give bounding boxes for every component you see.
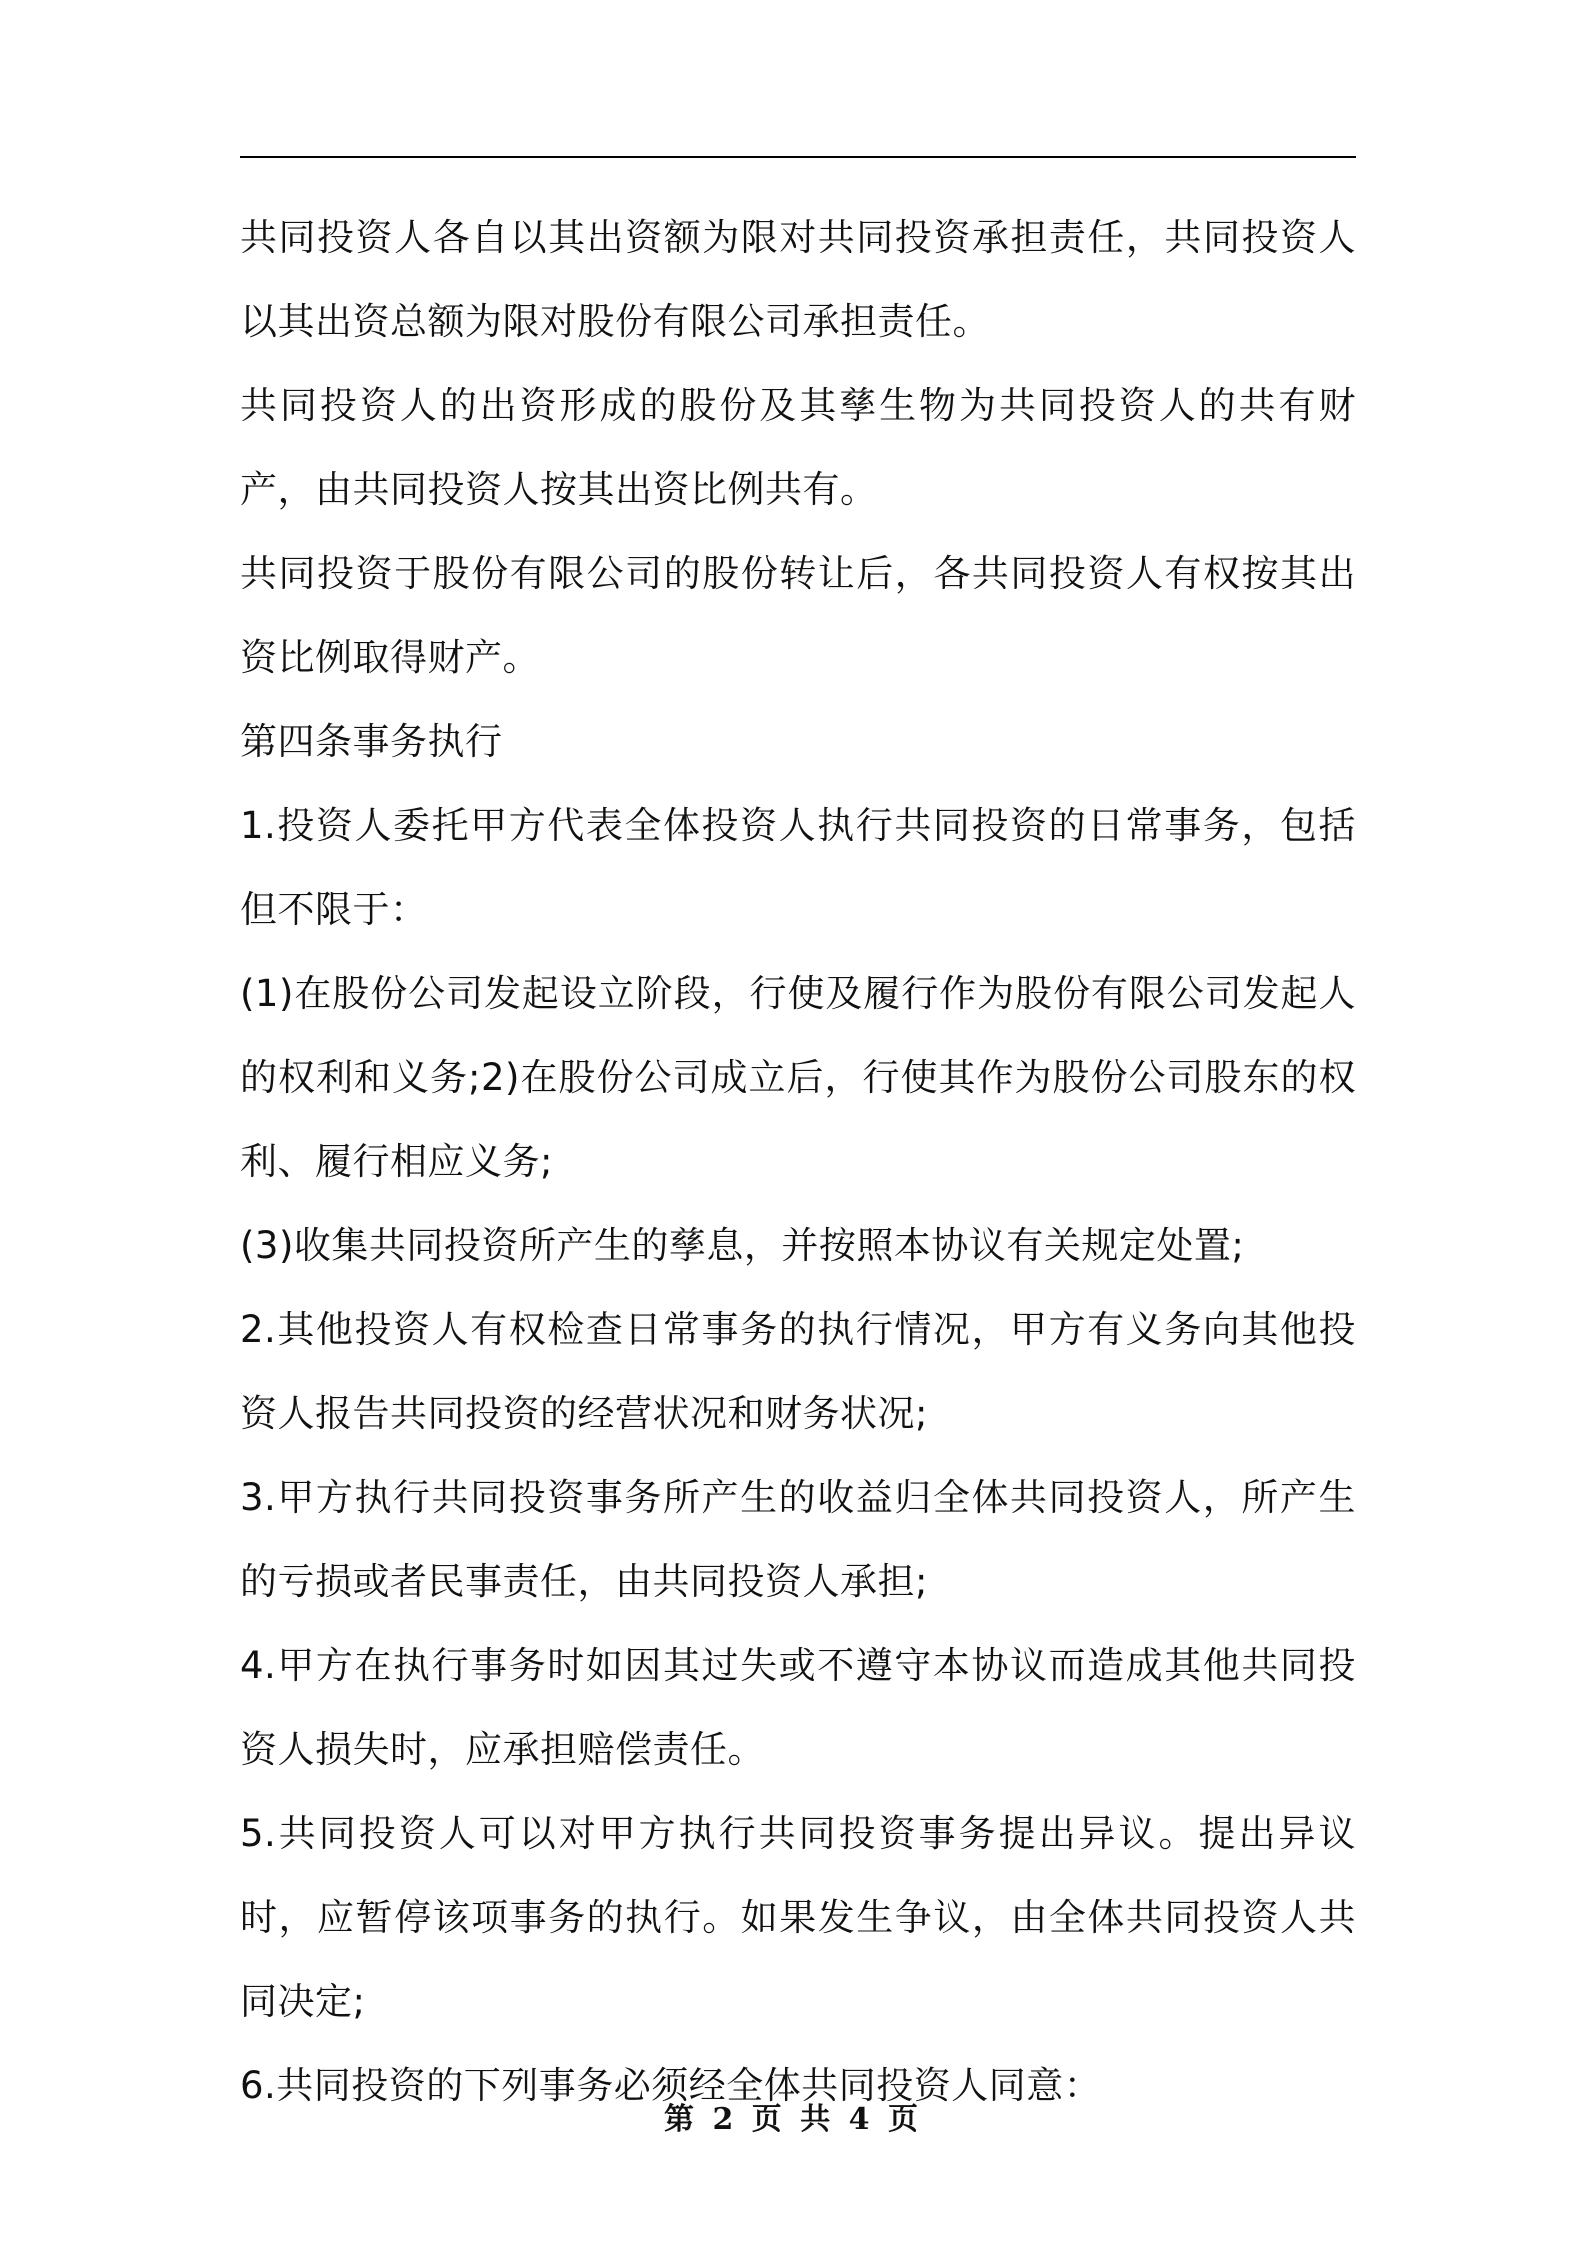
paragraph: 5.共同投资人可以对甲方执行共同投资事务提出异议。提出异议时，应暂停该项事务的执行。如果发生争议，由全体共同投资人共同决定; bbox=[240, 1812, 1356, 2023]
paragraph: 共同投资于股份有限公司的股份转让后，各共同投资人有权按其出资比例取得财产。 bbox=[240, 552, 1356, 679]
paragraph: 2.其他投资人有权检查日常事务的执行情况，甲方有义务向其他投资人报告共同投资的经营状况和财务状况; bbox=[240, 1308, 1356, 1435]
page-number: 第 2 页 共 4 页 bbox=[664, 2102, 922, 2137]
paragraph: 6.共同投资的下列事务必须经全体共同投资人同意： bbox=[240, 2064, 1102, 2107]
paragraph: (1)在股份公司发起设立阶段，行使及履行作为股份有限公司发起人的权利和义务;2)在股份公司成立后，行使其作为股份公司股东的权利、履行相应义务; bbox=[240, 972, 1356, 1183]
section-heading: 第四条事务执行 bbox=[240, 720, 503, 763]
paragraph: 共同投资人的出资形成的股份及其孳生物为共同投资人的共有财产，由共同投资人按其出资比例共有。 bbox=[240, 384, 1356, 511]
paragraph: 4.甲方在执行事务时如因其过失或不遵守本协议而造成其他共同投资人损失时，应承担赔偿责任。 bbox=[240, 1644, 1356, 1771]
document-body bbox=[240, 196, 1356, 2128]
paragraph: 共同投资人各自以其出资额为限对共同投资承担责任，共同投资人以其出资总额为限对股份有限公司承担责任。 bbox=[240, 216, 1356, 343]
paragraph: 3.甲方执行共同投资事务所产生的收益归全体共同投资人，所产生的亏损或者民事责任，由共同投资人承担; bbox=[240, 1476, 1356, 1603]
paragraph: (3)收集共同投资所产生的孳息，并按照本协议有关规定处置; bbox=[240, 1224, 1245, 1267]
paragraph: 1.投资人委托甲方代表全体投资人执行共同投资的日常事务，包括但不限于： bbox=[240, 804, 1356, 931]
header-rule bbox=[240, 156, 1356, 158]
